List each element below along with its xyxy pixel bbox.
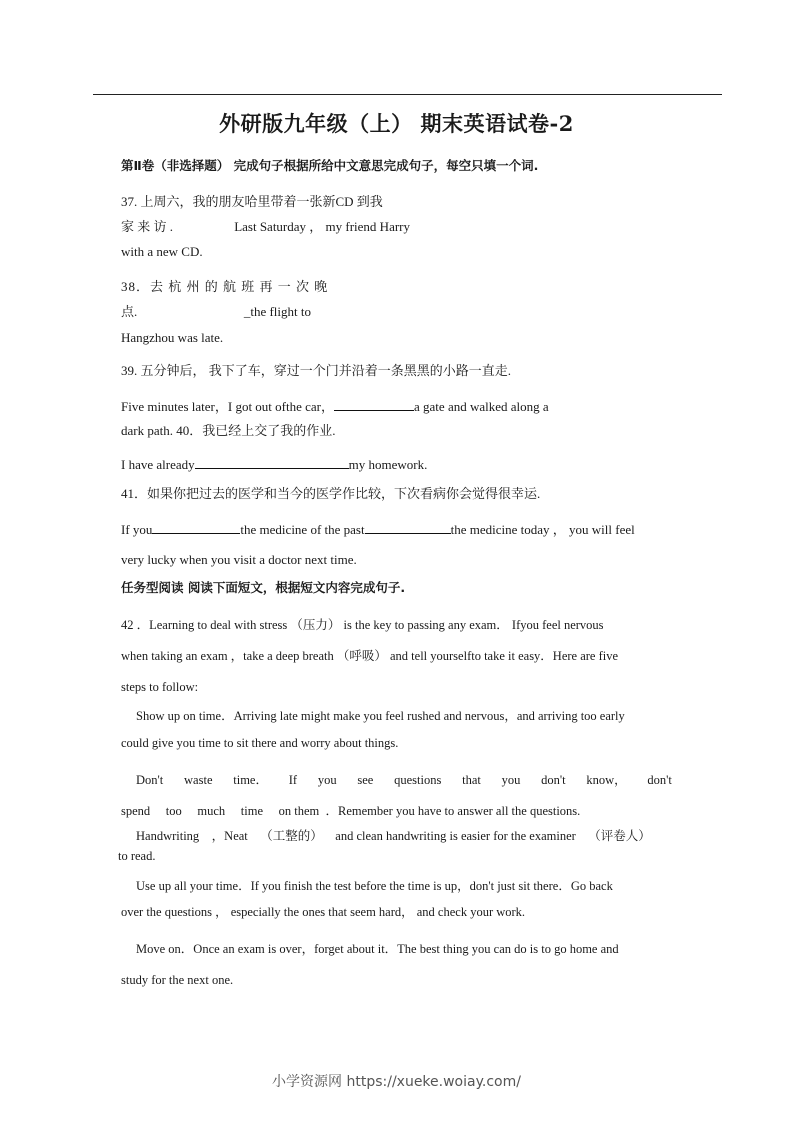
q41-text-3: the medicine today ， you will feel [450, 522, 635, 537]
header-rule [93, 94, 722, 95]
para-use-up-1: Use up all your time．If you finish the test before the time is up，don't just sit there．Go back [136, 879, 613, 893]
q40-text-after: my homework. [348, 457, 428, 472]
q37-line2 [121, 219, 410, 235]
q37-line1: 37. 上周六，我的朋友哈里带着一张新CD 到我 [121, 194, 383, 209]
para-dont-waste-2: spend too much time on them ．Remember you have to answer all the questions. [121, 804, 581, 818]
q42-line3: steps to follow: [121, 680, 199, 694]
q39-text-before: Five minutes later，I got out ofthe car， [121, 399, 335, 414]
q39-line2 [121, 398, 549, 415]
para-handwriting-1: Handwriting ，Neat （工整的） and clean handwriting is easier for the examiner （评卷人） [136, 829, 651, 843]
word: time． [233, 773, 268, 787]
word: waste [184, 773, 213, 787]
word: don't [647, 773, 672, 787]
word: don't [541, 773, 566, 787]
para-move-on-1: Move on．Once an exam is over，forget about it．The best thing you can do is to go home and [136, 942, 619, 956]
q38-line2-en: _the flight to [243, 304, 311, 319]
q40-line [121, 456, 427, 473]
para-use-up-2: over the questions ， especially the ones that seem hard， and check your work. [121, 905, 526, 919]
q38-line2 [121, 304, 311, 320]
q40-blank[interactable] [195, 456, 349, 469]
q39-line1: 39. 五分钟后， 我下了车，穿过一个门并沿着一条黑黑的小路一直走. [121, 363, 512, 378]
word: Don't [136, 773, 164, 787]
word: you [317, 773, 337, 787]
q41-text-1: If you [121, 522, 153, 537]
q41-line2 [121, 521, 635, 538]
q37-line2-en: Last Saturday ， my friend Harry [234, 219, 410, 234]
word: know， [586, 773, 627, 787]
q37-line3: with a new CD. [121, 244, 203, 259]
footer-watermark[interactable]: 小学资源网 https://xueke.woiay.com/ [272, 1074, 521, 1090]
word: that [462, 773, 481, 787]
q41-blank-2[interactable] [365, 521, 451, 534]
q41-text-2: the medicine of the past [240, 522, 365, 537]
q39-text-after: a gate and walked along a [414, 399, 549, 414]
q41-blank-1[interactable] [152, 521, 240, 534]
q41-line3: very lucky when you visit a doctor next time. [121, 552, 357, 567]
para-dont-waste-1 [136, 772, 672, 788]
reading-header: 任务型阅读 阅读下面短文，根据短文内容完成句子. [121, 580, 406, 595]
word: questions [394, 773, 442, 787]
q38-line1: 38．去 杭 州 的 航 班 再 一 次 晚 [121, 279, 329, 294]
word: you [501, 773, 521, 787]
q38-line2-cn: 点. [121, 304, 138, 319]
para-show-up-2: could give you time to sit there and worry about things. [121, 736, 399, 750]
q42-line2: when taking an exam ，take a deep breath （呼吸） and tell yourselfto take it easy．Here are five [121, 649, 619, 663]
q38-line3: Hangzhou was late. [121, 330, 224, 345]
para-handwriting-2: to read. [118, 849, 156, 863]
para-move-on-2: study for the next one. [121, 973, 234, 987]
q37-line2-cn: 家 来 访 . [121, 219, 174, 234]
word: If [288, 773, 298, 787]
q42-line1: 42 ．Learning to deal with stress （压力） is the key to passing any exam． Ifyou feel nervous [121, 618, 604, 632]
q39-line3: dark path. 40．我已经上交了我的作业. [121, 423, 336, 438]
section-header: 第Ⅱ卷（非选择题） 完成句子根据所给中文意思完成句子，每空只填一个词. [121, 158, 539, 173]
q41-line1: 41．如果你把过去的医学和当今的医学作比较，下次看病你会觉得很幸运. [121, 486, 541, 501]
q40-text-before: I have already [121, 457, 195, 472]
para-show-up-1: Show up on time．Arriving late might make you feel rushed and nervous，and arriving too early [136, 709, 625, 723]
word: see [357, 773, 374, 787]
page-title: 外研版九年级（上） 期末英语试卷-2 [219, 111, 574, 136]
q39-blank[interactable] [334, 398, 414, 411]
